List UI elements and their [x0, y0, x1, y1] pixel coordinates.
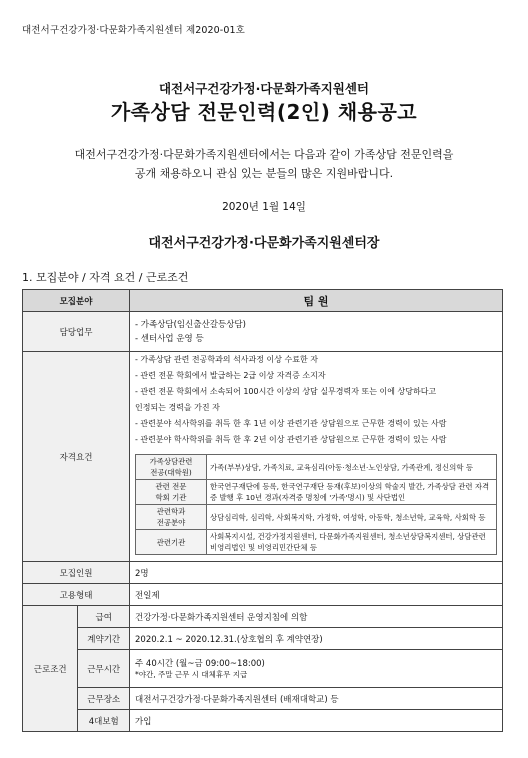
sub-row	[136, 455, 497, 480]
sub-row	[136, 530, 497, 555]
condition-label: 4대보험	[78, 710, 130, 732]
recruitment-table	[22, 289, 503, 732]
intro-line-2: 공개 채용하오니 관심 있는 분들의 많은 지원바랍니다.	[134, 167, 394, 180]
qual-item: - 가족상담 관련 전공학과의 석사과정 이상 수료한 자	[135, 355, 318, 364]
page-title: 가족상담 전문인력(2인) 채용공고	[110, 100, 418, 124]
sub-label: 가족상담관련 전공(대학원)	[136, 455, 207, 480]
intro-text	[30, 145, 498, 183]
sub-row	[136, 480, 497, 505]
count-label: 모집인원	[23, 562, 130, 584]
intro-line-1: 대전서구건강가정·다문화가족지원센터에서는 다음과 같이 가족상담 전문인력을	[74, 148, 454, 161]
duty-item: - 센터사업 운영 등	[135, 333, 204, 344]
sub-row	[136, 505, 497, 530]
condition-row	[23, 628, 503, 650]
section-title: 1. 모집분야 / 자격 요건 / 근로조건	[22, 271, 189, 284]
document-number: 대전서구건강가정·다문화가족지원센터 제2020-01호	[22, 25, 245, 36]
table-row-duties	[23, 312, 503, 352]
duty-list	[130, 312, 503, 352]
condition-value: 대전서구건강가정·다문화가족지원센터 (배재대학교) 등	[130, 688, 503, 710]
sub-label: 관련기관	[136, 530, 207, 555]
condition-row	[23, 650, 503, 688]
condition-value: 건강가정·다문화가족지원센터 운영지침에 의함	[130, 606, 503, 628]
condition-row	[23, 606, 503, 628]
sub-value: 상담심리학, 심리학, 사회복지학, 가정학, 여성학, 아동학, 청소년학, 교육학, 사회학 등	[207, 505, 497, 530]
table-row-count	[23, 562, 503, 584]
sub-label: 관련학과 전공분야	[136, 505, 207, 530]
condition-label: 근무장소	[78, 688, 130, 710]
qual-list	[135, 352, 497, 448]
field-value: 팀 원	[130, 290, 503, 312]
condition-row	[23, 710, 503, 732]
condition-note: *야간, 주말 근무 시 대체휴무 지급	[135, 670, 248, 679]
condition-value: 가입	[130, 710, 503, 732]
condition-value-cell	[130, 650, 503, 688]
qual-label: 자격요건	[23, 352, 130, 562]
condition-value: 2020.2.1 ~ 2020.12.31.(상호협의 후 계약연장)	[130, 628, 503, 650]
type-label: 고용형태	[23, 584, 130, 606]
organization-name: 대전서구건강가정·다문화가족지원센터	[158, 81, 370, 96]
sub-value: 사회복지시설, 건강가정지원센터, 다문화가족지원센터, 청소년상담복지센터, 상담관련 비영리법인 및 비영리민간단체 등	[207, 530, 497, 555]
conditions-label: 근로조건	[23, 606, 78, 732]
table-row-qualifications	[23, 352, 503, 562]
sub-label: 관련 전문 학회 기관	[136, 480, 207, 505]
count-value: 2명	[130, 562, 503, 584]
announcement-date: 2020년 1월 14일	[222, 201, 306, 213]
qual-cell	[130, 352, 503, 562]
qual-item: - 관련 전문 학회에서 소속되어 100시간 이상의 상담 실무경력자 또는 이에 상당하다고	[135, 387, 437, 396]
condition-label: 계약기간	[78, 628, 130, 650]
qual-item: - 관련분야 석사학위를 취득 한 후 1년 이상 관련기관 상담원으로 근무한 경력이 있는 사람	[135, 419, 447, 428]
qual-item: - 관련 전문 학회에서 발급하는 2급 이상 자격증 소지자	[135, 371, 326, 380]
condition-row	[23, 688, 503, 710]
table-row-type	[23, 584, 503, 606]
condition-value: 주 40시간 (월~금 09:00~18:00)	[135, 659, 265, 669]
field-label: 모집분야	[23, 290, 130, 312]
signature-line: 대전서구건강가정·다문화가족지원센터장	[148, 236, 380, 251]
sub-value: 한국연구재단에 등록, 한국연구재단 등재(후보)이상의 학술지 발간, 가족상담 관련 자격증 발행 후 10년 경과(자격증 명칭에 '가족'명시) 및 사단법인	[207, 480, 497, 505]
qual-sub-table	[135, 454, 497, 555]
sub-value: 가족(부부)상담, 가족치료, 교육심리(아동·청소년·노인상담, 가족관계, 정신의학 등	[207, 455, 497, 480]
duty-item: - 가족상담(임신출산갈등상담)	[135, 319, 246, 330]
qual-item: - 관련분야 학사학위를 취득 한 후 2년 이상 관련기관 상담원으로 근무한 경력이 있는 사람	[135, 435, 447, 444]
condition-label: 급여	[78, 606, 130, 628]
table-row-field	[23, 290, 503, 312]
type-value: 전일제	[130, 584, 503, 606]
condition-label: 근무시간	[78, 650, 130, 688]
duty-label: 담당업무	[23, 312, 130, 352]
qual-item: 인정되는 경력을 가진 자	[135, 403, 220, 412]
